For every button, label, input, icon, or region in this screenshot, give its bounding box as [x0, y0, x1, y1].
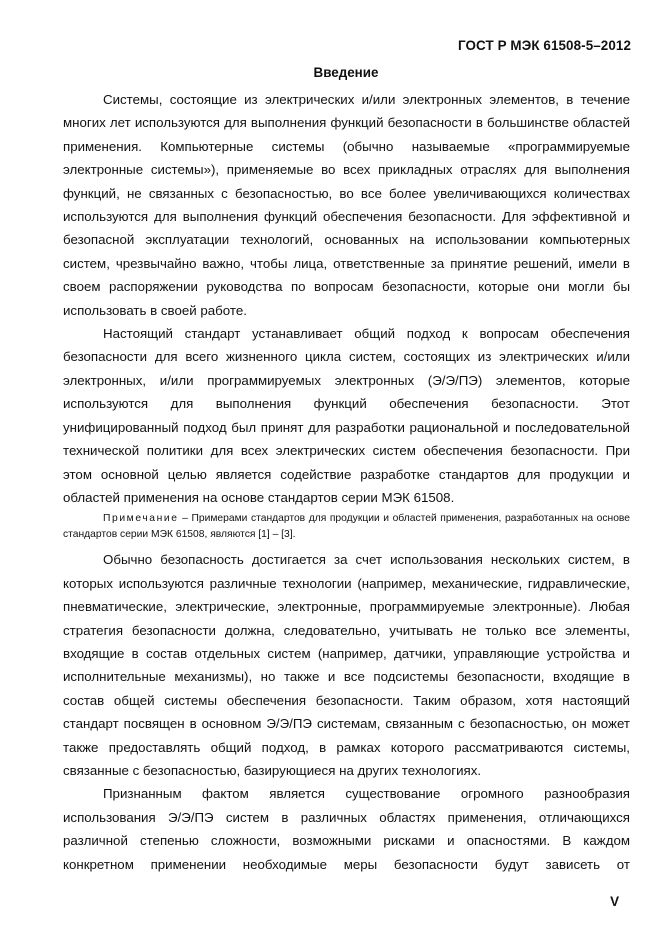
note-label: Примечание — [103, 513, 179, 525]
page-number: V — [610, 894, 619, 909]
paragraph-diversity: Признанным фактом является существование огромного разнообразия использования Э/Э/ПЭ систем в различных областях применения, отличающихся различной степенью сложности, возможными рисками и опасностями. В каждом конкретном применении необходимые меры безопасности будут зависеть от — [63, 786, 630, 872]
paragraph-intro: Системы, состоящие из электрических и/или электронных элементов, в течение многих лет используются для выполнения функций безопасности в большинстве областей применения. Компьютерные системы (обычно называемые «программируемые электронные системы»), применяемые во всех прикладных отраслях для выполнения функций, не связанных с безопасностью, во все более увеличивающихся количествах используются для выполнения функций обеспечения безопасности. Для эффективной и безопасной эксплуатации технологий, основанных на использовании компьютерных систем, чрезвычайно важно, чтобы лица, ответственные за принятие решений, имели в своем распоряжении руководства по вопросам безопасности, которые они могли бы использовать в своей работе. — [63, 92, 630, 318]
note-text: – Примерами стандартов для продукции и областей применения, разработанных на основе стандартов серии МЭК 61508, являются [1] – [3]. — [63, 513, 630, 541]
standard-code-header: ГОСТ Р МЭК 61508-5–2012 — [458, 38, 631, 53]
section-title: Введение — [313, 65, 379, 80]
page-body — [63, 88, 630, 876]
paragraph-approach: Настоящий стандарт устанавливает общий подход к вопросам обеспечения безопасности для всего жизненного цикла систем, состоящих из электрических и/или электронных, и/или программируемых электронных (Э/Э/ПЭ) элементов, которые используются для выполнения функций обеспечения безопасности. Этот унифицированный подход был принят для разработки рациональной и последовательной технической политики для всех электрических систем обеспечения безопасности. При этом основной целью является содействие разработке стандартов для продукции и областей применения на основе стандартов серии МЭК 61508. — [63, 326, 630, 505]
paragraph-technologies: Обычно безопасность достигается за счет использования нескольких систем, в которых используются различные технологии (например, механические, гидравлические, пневматические, электрические, электронные, программируемые электронные). Любая стратегия безопасности должна, следовательно, учитывать не только все элементы, входящие в состав отдельных систем (например, датчики, управляющие устройства и исполнительные механизмы), но также и все подсистемы безопасности, входящие в состав общей системы обеспечения безопасности. Таким образом, хотя настоящий стандарт посвящен в основном Э/Э/ПЭ системам, связанным с безопасностью, он может также предоставлять общий подход, в рамках которого рассматриваются системы, связанные с безопасностью, базирующиеся на других технологиях. — [63, 552, 630, 778]
note — [63, 511, 630, 543]
